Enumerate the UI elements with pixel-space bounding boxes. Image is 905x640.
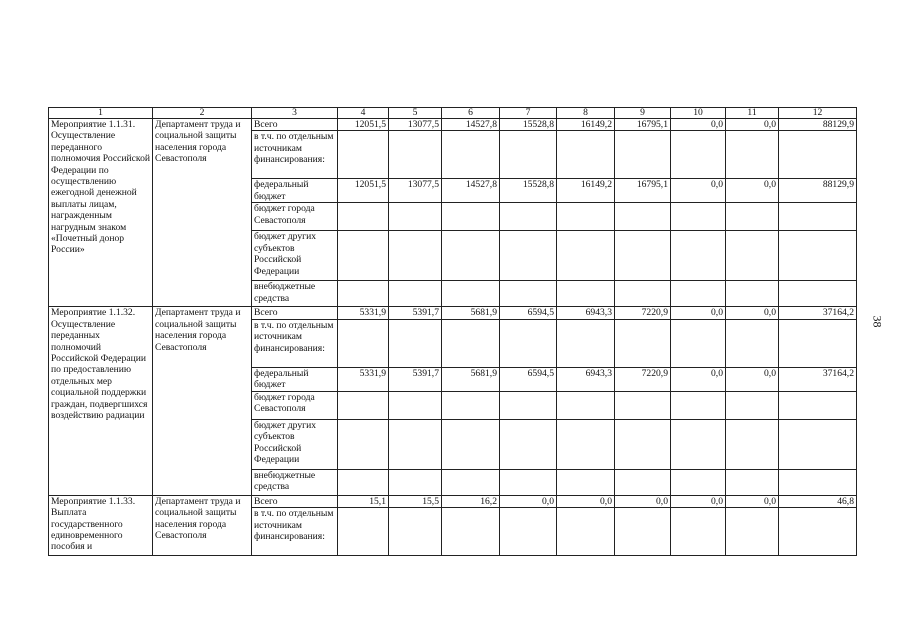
value-cell: 15,1: [338, 495, 389, 507]
category-federal: федеральный бюджет: [252, 367, 338, 391]
col-header: 5: [389, 108, 442, 119]
value-cell: 0,0: [671, 307, 726, 319]
value-cell: 0,0: [671, 367, 726, 391]
value-cell: 5331,9: [338, 307, 389, 319]
col-header: 10: [671, 108, 726, 119]
col-header: 8: [557, 108, 615, 119]
value-cell: 13077,5: [389, 179, 442, 203]
value-cell: 88129,9: [779, 179, 857, 203]
value-cell: 6594,5: [500, 367, 557, 391]
value-cell: 0,0: [557, 495, 615, 507]
value-cell: 46,8: [779, 495, 857, 507]
value-cell: 7220,9: [615, 367, 671, 391]
col-header: 2: [153, 108, 252, 119]
value-cell: 88129,9: [779, 119, 857, 131]
col-header: 4: [338, 108, 389, 119]
category-incl: в т.ч. по отдельным источникам финансирования:: [252, 319, 338, 367]
category-incl: в т.ч. по отдельным источникам финансирования:: [252, 508, 338, 556]
value-cell: 0,0: [615, 495, 671, 507]
value-cell: 16795,1: [615, 179, 671, 203]
value-cell: 12051,5: [338, 179, 389, 203]
category-incl: в т.ч. по отдельным источникам финансирования:: [252, 131, 338, 179]
value-cell: 5681,9: [442, 307, 500, 319]
category-city: бюджет города Севастополя: [252, 391, 338, 419]
table-row: [49, 119, 857, 131]
measure-title: Мероприятие 1.1.31.: [51, 119, 136, 130]
value-cell: 5391,7: [389, 307, 442, 319]
value-cell: 14527,8: [442, 119, 500, 131]
value-cell: 0,0: [671, 179, 726, 203]
category-total: Всего: [252, 119, 338, 131]
value-cell: 0,0: [726, 367, 779, 391]
value-cell: 5681,9: [442, 367, 500, 391]
category-federal: федеральный бюджет: [252, 179, 338, 203]
value-cell: 37164,2: [779, 307, 857, 319]
category-other-subjects: бюджет других субъектов Российской Федерации: [252, 231, 338, 281]
page-number: 38: [870, 315, 885, 328]
value-cell: 0,0: [671, 119, 726, 131]
value-cell: 6943,3: [557, 367, 615, 391]
value-cell: 0,0: [500, 495, 557, 507]
category-total: Всего: [252, 495, 338, 507]
value-cell: 7220,9: [615, 307, 671, 319]
category-extrabudget: внебюджетные средства: [252, 281, 338, 307]
measure-cell: [49, 495, 153, 555]
value-cell: 12051,5: [338, 119, 389, 131]
value-cell: 15528,8: [500, 179, 557, 203]
table-row: [49, 307, 857, 319]
value-cell: 16149,2: [557, 179, 615, 203]
col-header: 12: [779, 108, 857, 119]
department-cell: Департамент труда и социальной защиты населения города Севастополя: [153, 495, 252, 555]
category-total: Всего: [252, 307, 338, 319]
col-header: 9: [615, 108, 671, 119]
measure-description: Выплата государственного единовременного пособия и: [51, 507, 123, 553]
col-header: 6: [442, 108, 500, 119]
department-cell: Департамент труда и социальной защиты населения города Севастополя: [153, 307, 252, 495]
table-row: [49, 495, 857, 507]
budget-table: [48, 107, 857, 556]
category-extrabudget: внебюджетные средства: [252, 469, 338, 495]
measure-description: Осуществление переданного полномочия Российской Федерации по осуществлению ежегодной денежной выплаты лицам, награжденным нагрудным знаком «Почетный донор России»: [51, 130, 151, 256]
value-cell: 37164,2: [779, 367, 857, 391]
col-header: 7: [500, 108, 557, 119]
value-cell: 13077,5: [389, 119, 442, 131]
col-header: 1: [49, 108, 153, 119]
measure-cell: [49, 307, 153, 495]
value-cell: 0,0: [726, 119, 779, 131]
value-cell: 16,2: [442, 495, 500, 507]
measure-cell: [49, 119, 153, 307]
value-cell: 0,0: [726, 495, 779, 507]
value-cell: 16149,2: [557, 119, 615, 131]
measure-title: Мероприятие 1.1.33.: [51, 495, 136, 507]
value-cell: 15528,8: [500, 119, 557, 131]
value-cell: 5331,9: [338, 367, 389, 391]
measure-description: Осуществление переданных полномочий Российской Федерации по предоставлению отдельных мер социальной поддержки граждан, подвергшихся воздействию радиации: [51, 318, 148, 422]
col-header: 11: [726, 108, 779, 119]
value-cell: 15,5: [389, 495, 442, 507]
department-cell: Департамент труда и социальной защиты населения города Севастополя: [153, 119, 252, 307]
value-cell: 16795,1: [615, 119, 671, 131]
col-header: 3: [252, 108, 338, 119]
value-cell: 0,0: [726, 179, 779, 203]
value-cell: 6594,5: [500, 307, 557, 319]
category-other-subjects: бюджет других субъектов Российской Федерации: [252, 419, 338, 469]
value-cell: 5391,7: [389, 367, 442, 391]
value-cell: 6943,3: [557, 307, 615, 319]
value-cell: 0,0: [726, 307, 779, 319]
measure-title: Мероприятие 1.1.32.: [51, 307, 136, 319]
value-cell: 0,0: [671, 495, 726, 507]
column-number-row: [49, 108, 857, 119]
category-city: бюджет города Севастополя: [252, 203, 338, 231]
value-cell: 14527,8: [442, 179, 500, 203]
